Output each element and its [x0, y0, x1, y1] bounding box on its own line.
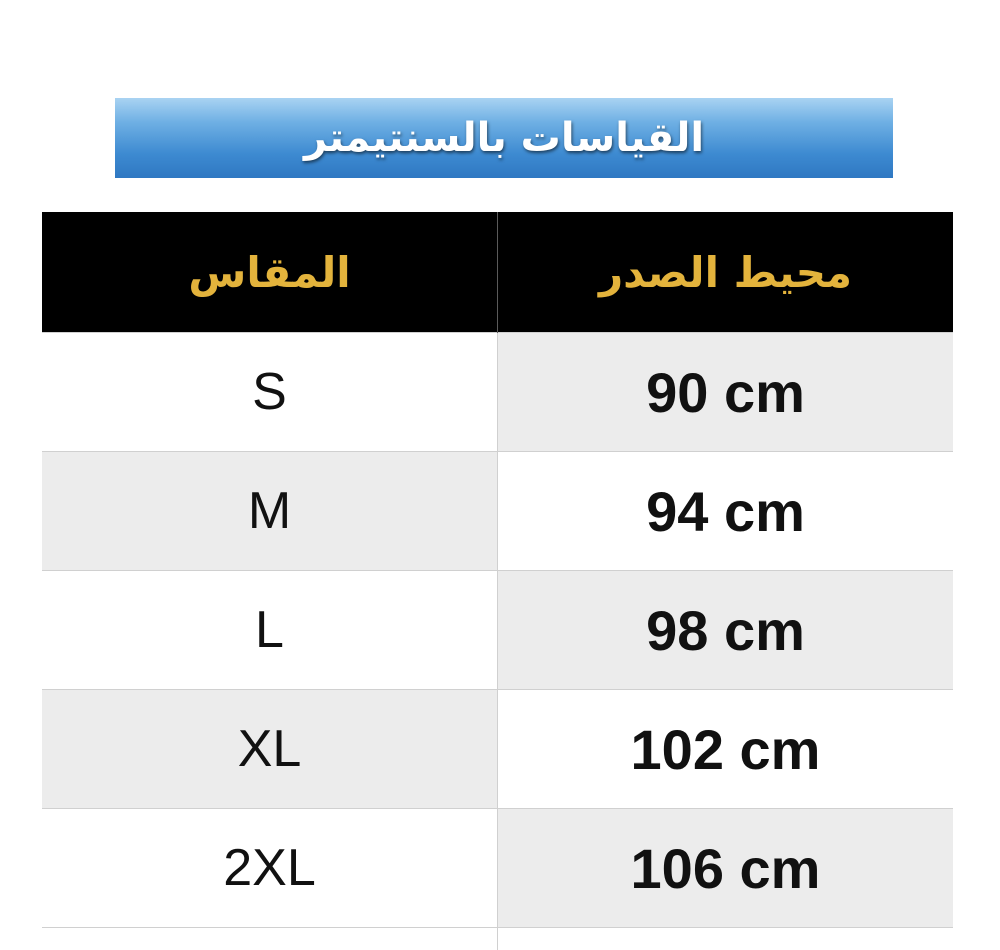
header-chest: محيط الصدر — [498, 212, 954, 333]
table-row — [42, 333, 953, 452]
chest-cell: 98 cm — [498, 571, 954, 690]
title-banner — [115, 98, 893, 178]
size-cell: S — [42, 333, 498, 452]
column-divider — [497, 928, 498, 950]
size-cell: L — [42, 571, 498, 690]
table-row — [42, 690, 953, 809]
table-row — [42, 809, 953, 928]
size-cell: 2XL — [42, 809, 498, 928]
size-chart-table — [42, 212, 953, 927]
size-cell: M — [42, 452, 498, 571]
table-bottom-edge — [42, 927, 953, 950]
table-row — [42, 571, 953, 690]
table-row — [42, 452, 953, 571]
chest-cell: 90 cm — [498, 333, 954, 452]
size-cell: XL — [42, 690, 498, 809]
header-size: المقاس — [42, 212, 498, 333]
chest-cell: 94 cm — [498, 452, 954, 571]
table-header-row — [42, 212, 953, 333]
chest-cell: 106 cm — [498, 809, 954, 928]
chest-cell: 102 cm — [498, 690, 954, 809]
page-title: القياسات بالسنتيمتر — [303, 115, 705, 161]
